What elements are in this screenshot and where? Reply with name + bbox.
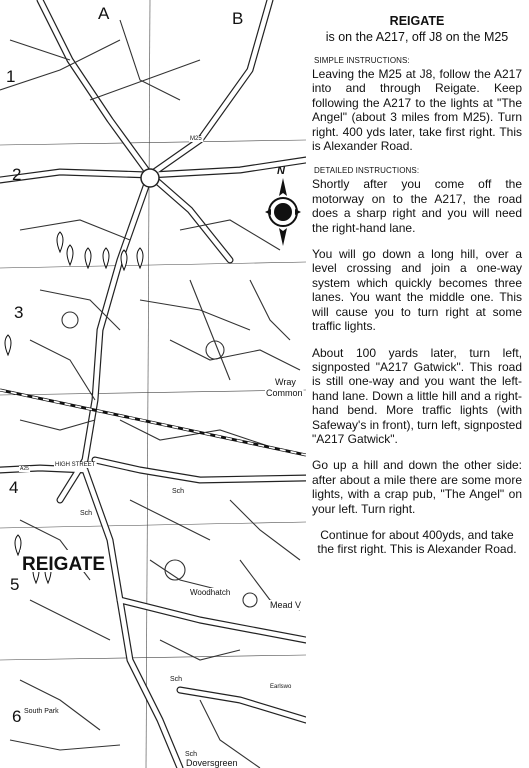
simple-instructions-heading: SIMPLE INSTRUCTIONS: — [314, 56, 410, 65]
detailed-step-3: About 100 yards later, turn left, signposted "A217 Gatwick". This road is still one-way and you want the left-hand lane. Down a little hill and a right-hand bend. More traffic lights (with Safeway's in front), turn left, signposted "A217 Gatwick". — [312, 345, 522, 446]
page-subtitle: is on the A217, off J8 on the M25 — [325, 30, 509, 44]
grid-row-4: 4 — [9, 478, 19, 497]
detailed-step-1: Shortly after you come off the motorway on to the A217, the road does a sharp right and you will need the right-hand lane. — [312, 177, 522, 235]
roundabout — [141, 169, 159, 187]
grid-row-6: 6 — [12, 707, 22, 726]
map-label-woodhatch: Woodhatch — [190, 588, 231, 597]
town-name: REIGATE — [22, 554, 106, 575]
map-label-earlswood: Earlswo — [270, 684, 292, 690]
map-label-wray: Wray — [275, 377, 296, 387]
map-label-sch1: Sch — [80, 510, 93, 517]
map-label-m25: M25 — [190, 136, 202, 142]
map-label-common: Common — [266, 388, 303, 398]
final-step: Continue for about 400yds, and take the first right. This is Alexander Road. — [317, 527, 517, 557]
detailed-instructions-heading: DETAILED INSTRUCTIONS: — [314, 166, 420, 176]
map-label-southpark: South Park — [24, 708, 59, 715]
grid-row-5: 5 — [10, 575, 20, 594]
map-label-doversgreen: Doversgreen — [186, 758, 238, 768]
grid-row-2: 2 — [12, 165, 22, 184]
grid-row-1: 1 — [6, 67, 16, 86]
detailed-step-2: You will go down a long hill, over a level crossing and join a one-way system which quickly becomes three lanes. You want the middle one. This will cause you to turn right at some traffic lights. — [312, 247, 522, 334]
map-label-meadvale: Mead V — [270, 600, 302, 610]
directions-panel — [312, 14, 522, 569]
compass-north-label: N — [277, 165, 285, 177]
map-label-high_street: HIGH STREET — [55, 462, 96, 468]
grid-col-b: B — [232, 9, 244, 28]
map-label-sch4: Sch — [185, 751, 198, 758]
grid-col-a: A — [98, 4, 110, 23]
page-title: REIGATE — [389, 14, 445, 28]
detailed-step-4: Go up a hill and down the other side: after about a mile there are some more lights, with a crap pub, "The Angel" on your left. Turn right. — [312, 458, 522, 516]
map-label-a25: A25 — [20, 466, 29, 472]
map-label-sch3: Sch — [170, 676, 183, 683]
grid-row-3: 3 — [14, 303, 24, 322]
simple-instructions-text: Leaving the M25 at J8, follow the A217 into and through Reigate. Keep following the A217 to the lights at "The Angel" (about 3 miles from M25). Turn right. 400 yds later, take first right. This is Alexander Road. — [312, 67, 522, 154]
map-label-sch2: Sch — [172, 488, 185, 495]
